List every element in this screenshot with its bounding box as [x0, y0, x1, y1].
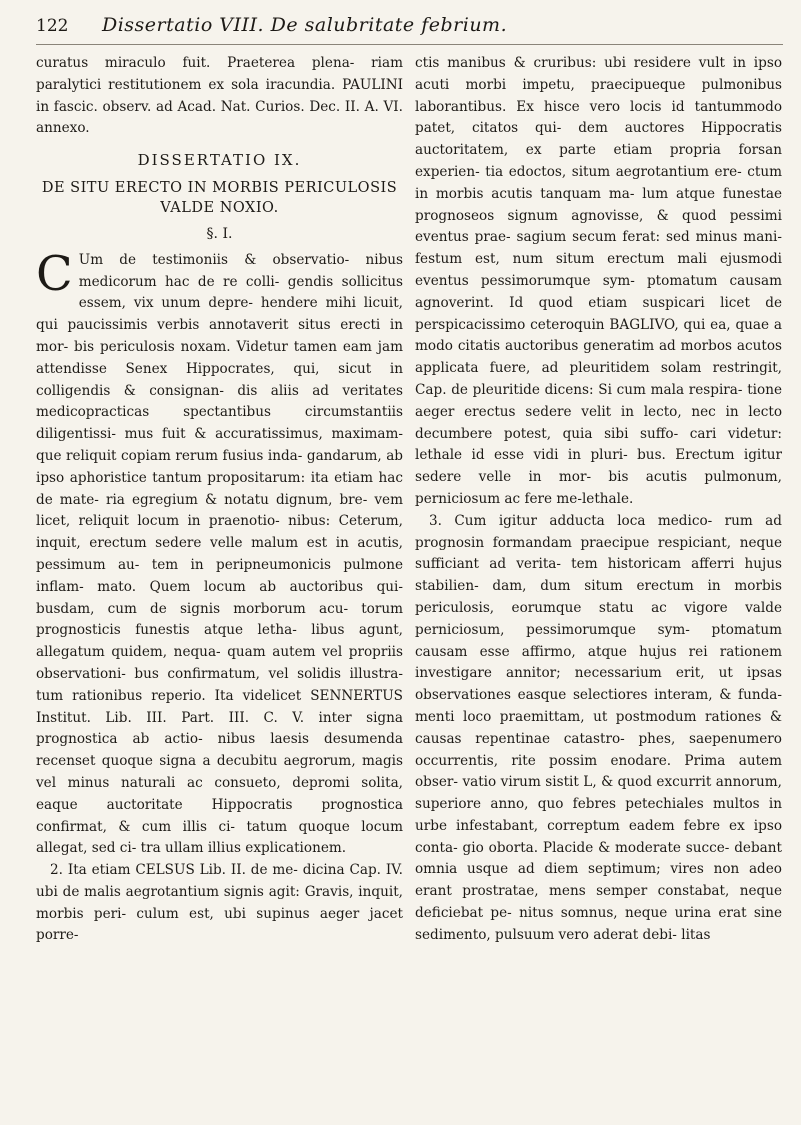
right-column	[415, 53, 782, 947]
dissertation-title: DISSERTATIO IX.	[137, 151, 302, 170]
running-title: Dissertatio VIII. De salubritate febrium.	[102, 14, 508, 36]
section-heading: DE SITU ERECTO IN MORBIS PERICULOSIS VALDE NOXIO.	[41, 179, 398, 216]
text-columns	[36, 53, 783, 947]
paragraph-1-text: Um de testimoniis & observatio- nibus medicorum hac de re colli- gendis sollicitus essem, vix unum depre- hendere mihi licuit, qui paucissimis verbis annotaverit situs erecti in mor- bis periculosis noxam. Videtur tamen eam jam attendisse Senex Hippocrates, qui, sicut in colligendis & consignan- dis aliis ad veritates medicopracticas spectantibus circumstantiis diligentissi- mus fuit & accuratissimus, maximam- que reliquit copiam rerum fusius inda- gandarum, ab ipso aphoristice tantum propositarum: ita etiam hac de mate- ria egregium & notatu dignum, bre- vem licet, reliquit locum in praenotio- nibus: Ceterum, inquit, erectum sedere velle malum est in acutis, pessimum au- tem in peripneumonicis pulmone inflam- mato. Quem locum ab auctoribus qui- busdam, cum de signis morborum acu- torum prognosticis funestis atque letha- libus agunt, allegatum quidem, nequa- quam autem vel propriis observationi- bus confirmatum, vel solidis illustra- tum rationibus reperio. Ita videlicet SENNERTUS Institut. Lib. III. Part. III. C. V. inter signa prognostica ab actio- nibus laesis desumenda recenset quoque signa a decubitu aegrorum, magis vel minus naturali ac consueto, depromi solita, eaque auctoritate Hippocratis prognostica confirmat, & cum illis ci- tatum quoque locum allegat, sed ci- tra ullam illius explicationem.	[36, 251, 403, 857]
left-column	[36, 53, 403, 947]
paragraph-1	[36, 245, 403, 860]
paragraph-3: 3. Cum igitur adducta loca medico- rum ad prognosin formandam praecipue respiciant, neque sufficiant ad verita- tem historicam afferri hujus stabilien- dam, dum situm erectum in morbis periculosis, eorumque statu ac vigore valde perniciosum, pessimorumque sym- ptomatum causam esse affirmo, atque hujus rei rationem investigare annitor; necessarium erit, ut ipsas observationes easque selectiores interam, & funda- menti loco praemittam, ut postmodum rationes & causas repentinae catastro- phes, saepenumero occurrentis, rite possim enodare. Prima autem obser- vatio virum sistit L, & quod excurrit annorum, superiore anno, quo febres petechiales multos in urbe infestabant, correptum eadem febre ex ipso conta- gio oborta. Placide & moderate succe- debant omnia usque ad diem septimum; vires non adeo erant prostratae, mens semper constabat, neque deficiebat pe- nitus somnus, neque urina erat sine sedimento, pulsuum vero aderat debi- litas	[415, 512, 782, 943]
intro-paragraph: curatus miraculo fuit. Praeterea plena- riam paralytici restitutionem ex sola iracundia. PAULINI in fascic. observ. ad Acad. Nat. Curios. Dec. II. A. VI. annexo.	[36, 55, 403, 137]
running-head	[36, 14, 783, 45]
paragraph-mark: §. I.	[206, 225, 233, 242]
paragraph-2: 2. Ita etiam CELSUS Lib. II. de me- dicina Cap. IV. ubi de malis aegrotantium signis agit: Gravis, inquit, morbis peri- culum est, ubi supinus aeger jacet porre-	[36, 862, 403, 944]
paragraph-1-continued: ctis manibus & cruribus: ubi residere vult in ipso acuti morbi impetu, praecipueque pulmonibus laborantibus. Ex hisce vero locis id tantummodo patet, citatos qui- dem auctores Hippocratis auctoritatem, ex parte etiam propria forsan experien- tia edoctos, situm aegrotantium ere- ctum in morbis acutis tanquam ma- lum atque funestae prognoseos signum agnovisse, & quod pessimi eventus prae- sagium secum ferat: sed minus mani- festum est, num situm erectum mali ejusmodi eventus pessimorumque sym- ptomatum causam agnoverint. Id quod etiam suspicari licet de perspicacissimo ceteroquin BAGLIVO, qui ea, quae a modo citatis auctoribus generatim ad morbos acutos applicata fuere, ad pleuritidem solam restringit, Cap. de pleuritide dicens: Si cum mala respira- tione aeger erectus sedere velit in lecto, nec in lecto decumbere potest, quia sibi suffo- cari videtur: lethale id esse vidi in pluri- bus. Erectum igitur sedere velle in mor- bis acutis pulmonum, perniciosum ac fere me-lethale.	[415, 55, 782, 507]
page-number: 122	[36, 16, 69, 36]
drop-cap: C	[36, 245, 73, 302]
